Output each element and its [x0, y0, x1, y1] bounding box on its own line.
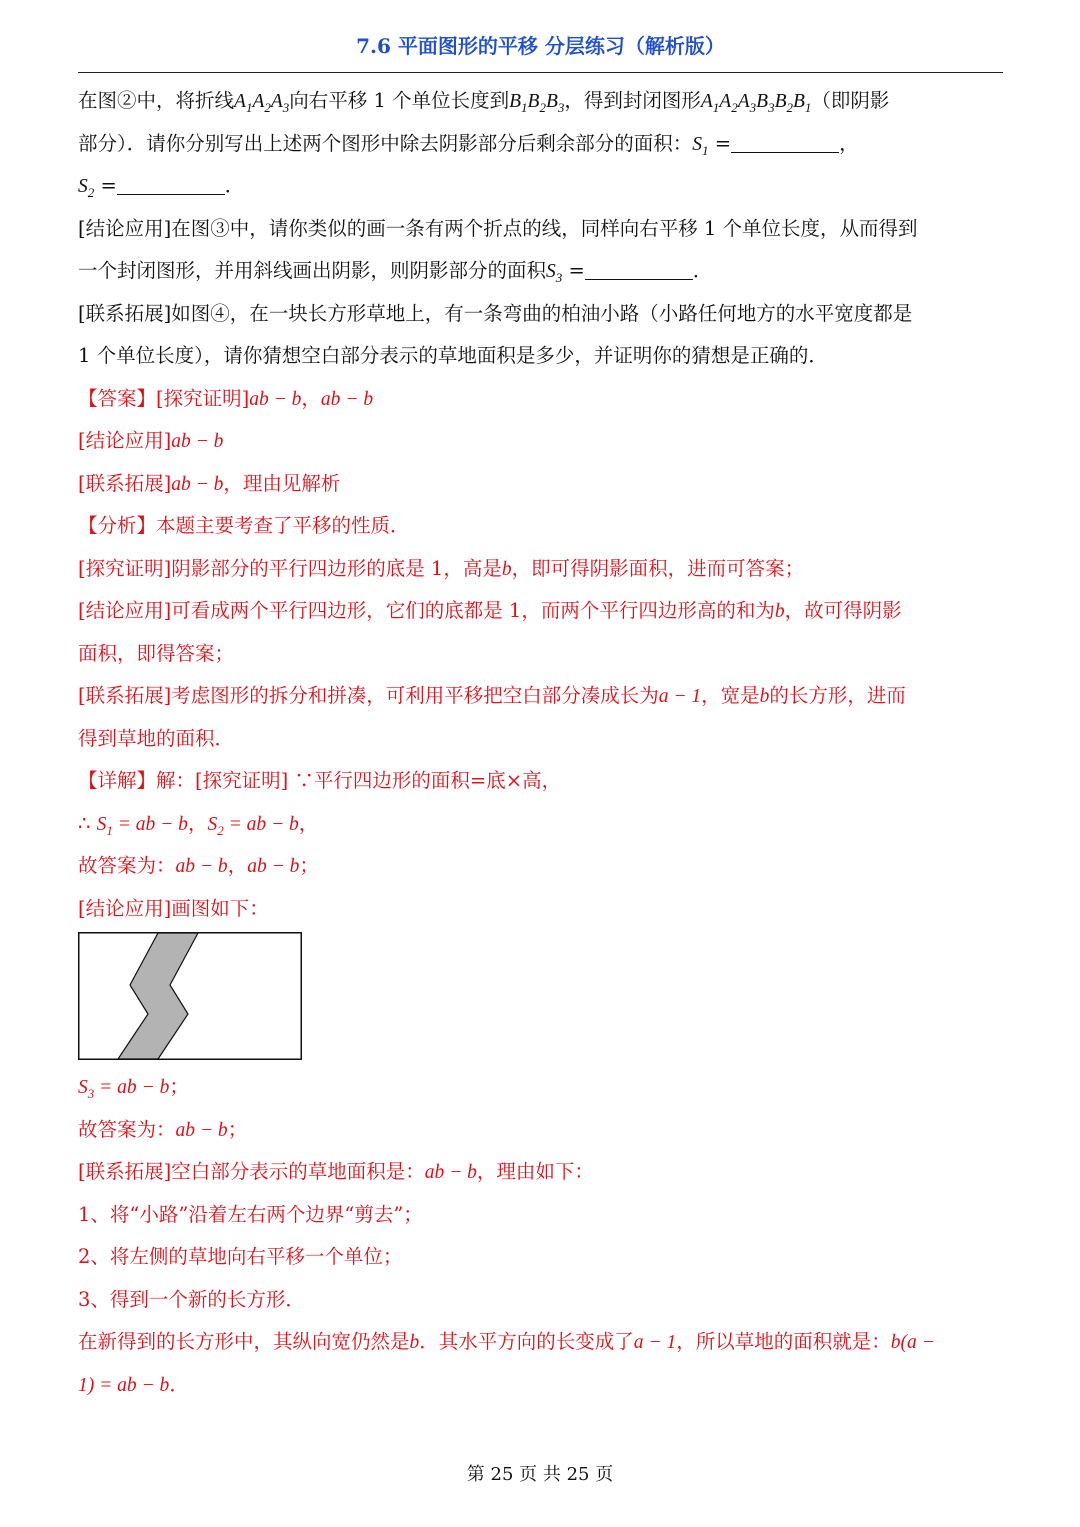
answer-line-2: [结论应用]ab − b	[78, 429, 224, 452]
analysis-line-3: [结论应用]可看成两个平行四边形，它们的底都是 1，而两个平行四边形高的和为b，故可得阴影	[78, 599, 902, 622]
detail-line-3: 故答案为：ab − b，ab − b；	[78, 854, 319, 877]
analysis-line-5: [联系拓展]考虑图形的拆分和拼凑，可利用平移把空白部分凑成长为a − 1，宽是b的长方形，进而	[78, 684, 906, 707]
analysis-line-6: 得到草地的面积．	[78, 726, 235, 750]
page-content	[78, 80, 1003, 930]
detail-line-2: ∴ $S_1$ = ab − b，$S_2$ = ab − b，	[78, 811, 319, 838]
detail-line-5: $S_3$ = ab − b；	[78, 1075, 189, 1101]
detail-line-7: [联系拓展]空白部分表示的草地面积是：ab − b，理由如下：	[78, 1160, 594, 1183]
page-content-continued	[78, 1066, 1003, 1406]
answer-line-3: [联系拓展]ab − b，理由见解析	[78, 471, 341, 495]
header-divider	[78, 72, 1003, 73]
detail-line-6: 故答案为：ab − b；	[78, 1117, 248, 1141]
detail-line-9: 2、将左侧的草地向右平移一个单位；	[78, 1245, 403, 1268]
detail-line-4: [结论应用]画图如下：	[78, 896, 269, 920]
question-line-7: 1 个单位长度），请你猜想空白部分表示的草地面积是多少，并证明你的猜想是正确的．	[78, 344, 828, 367]
page-footer: 第 25 页 共 25 页	[466, 1464, 614, 1485]
analysis-line-4: 面积，即得答案；	[78, 641, 235, 665]
detail-line-11: 在新得到的长方形中，其纵向宽仍然是b．其水平方向的长变成了a − 1，所以草地的面积就是：b(a −	[78, 1330, 935, 1353]
answer-blank-s2	[117, 174, 225, 195]
figure-svg	[78, 932, 302, 1060]
question-line-2: 部分）．请你分别写出上述两个图形中除去阴影部分后剩余部分的面积：$S_1$ = ，	[78, 131, 859, 158]
question-line-1: 在图②中，将折线$A_1A_2A_3$向右平移 1 个单位长度到$B_1B_2B_3$，得到封闭图形$A_1A_2A_3B_3B_2B_1$（即阴影	[78, 89, 890, 115]
grass-rectangle	[79, 933, 302, 1060]
answer-blank-s1	[731, 132, 839, 153]
page-header-title: 7.6 平面图形的平移 分层练习（解析版）	[356, 34, 725, 58]
detail-line-12: 1) = ab − b．	[78, 1372, 189, 1396]
answer-line-1: 【答案】[探究证明]ab − b，ab − b	[78, 386, 374, 410]
detail-line-10: 3、得到一个新的长方形．	[78, 1287, 305, 1311]
question-line-5: 一个封闭图形，并用斜线画出阴影，则阴影部分的面积$S_3$ = ．	[78, 259, 713, 285]
question-line-4: [结论应用]在图③中，请你类似的画一条有两个折点的线，同样向右平移 1 个单位长度，从而得到	[78, 216, 918, 240]
detail-line-8: 1、将“小路”沿着左右两个边界“剪去”；	[78, 1202, 423, 1226]
question-line-6: [联系拓展]如图④，在一块长方形草地上，有一条弯曲的柏油小路（小路任何地方的水平宽度都是	[78, 301, 913, 325]
answer-blank-s3	[585, 259, 693, 280]
question-line-3: $S_2$ = ．	[78, 174, 245, 200]
analysis-line-1: 【分析】本题主要考查了平移的性质．	[78, 514, 410, 537]
shaded-path-figure	[78, 932, 302, 1060]
analysis-line-2: [探究证明]阴影部分的平行四边形的底是 1，高是b，即可得阴影面积，进而可答案；	[78, 556, 805, 580]
detail-line-1: 【详解】解：[探究证明] ∵平行四边形的面积=底×高，	[78, 769, 562, 792]
